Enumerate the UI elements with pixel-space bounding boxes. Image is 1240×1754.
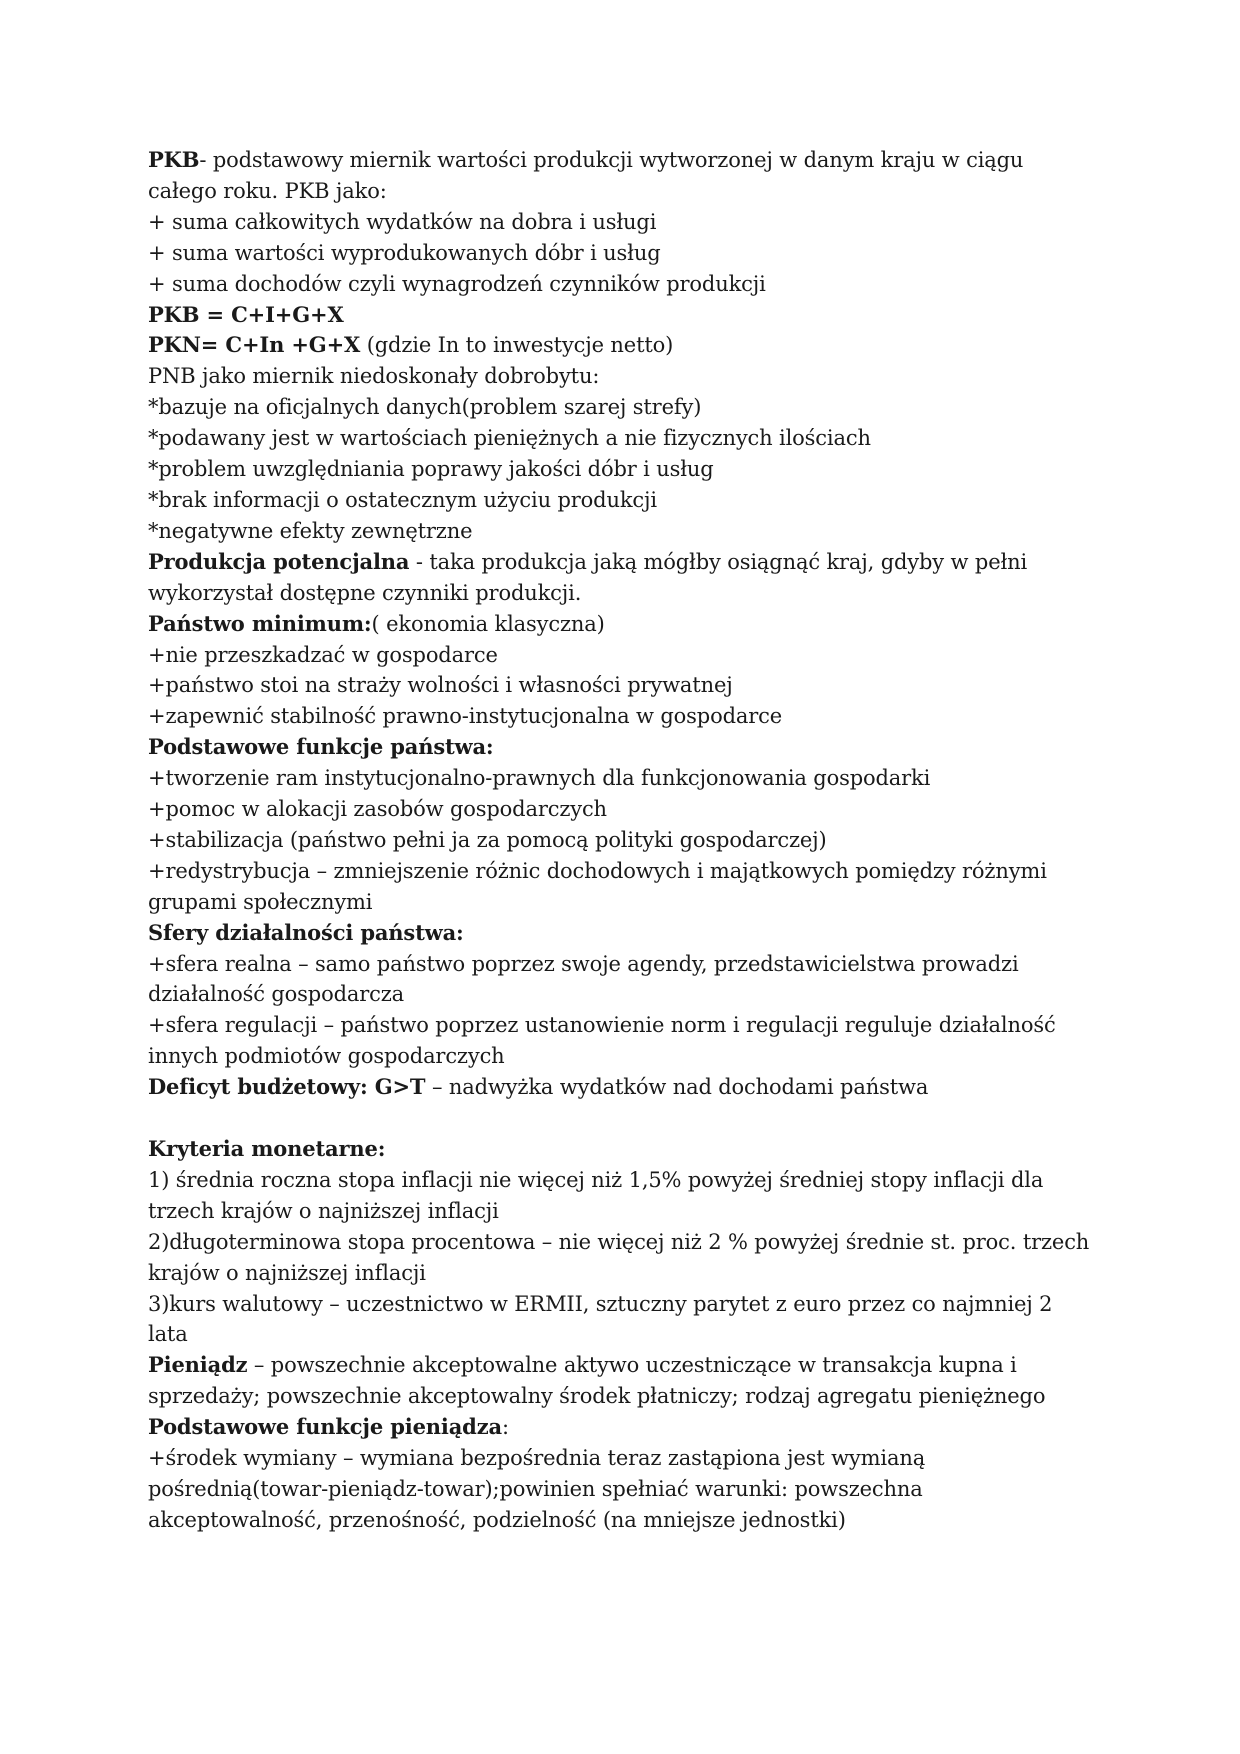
paragraph-heading: Państwo minimum: [148, 610, 372, 636]
paragraph-text: +państwo stoi na straży wolności i własności prywatnej [148, 673, 733, 698]
paragraph-text: – powszechnie akceptowalne aktywo uczestniczące w transakcja kupna i sprzedaży; powszechnie akceptowalny środek płatniczy; rodzaj agregatu pieniężnego [148, 1353, 1046, 1409]
paragraph-text: + suma wartości wyprodukowanych dóbr i usług [148, 240, 661, 265]
paragraph [148, 1010, 1098, 1072]
paragraph-text: - podstawowy miernik wartości produkcji wytworzonej w danym kraju w ciągu całego roku. PKB jako: [148, 148, 1024, 203]
paragraph-heading: PKN= C+In +G+X [148, 332, 361, 358]
paragraph-text: - taka produkcja jaką mógłby osiągnąć kraj, gdyby w pełni wykorzystał dostępne czynniki produkcji. [148, 549, 1028, 605]
paragraph [148, 392, 1098, 423]
paragraph-text: +środek wymiany – wymiana bezpośrednia teraz zastąpiona jest wymianą pośrednią(towar-pieniądz-towar);powinien spełniać warunki: powszechna akceptowalność, przenośność, podzielność (na mniejsze jednostki) [148, 1446, 926, 1532]
paragraph [148, 825, 1098, 856]
paragraph [148, 1165, 1098, 1227]
paragraph [148, 732, 1098, 763]
paragraph [148, 670, 1098, 701]
paragraph-text: ( ekonomia klasyczna) [371, 611, 605, 636]
paragraph-text: +redystrybucja – zmniejszenie różnic dochodowych i majątkowych pomiędzy różnymi grupami społecznymi [148, 858, 1047, 914]
paragraph-heading: Kryteria monetarne: [148, 1135, 386, 1161]
paragraph-text: *brak informacji o ostatecznym użyciu produkcji [148, 487, 657, 512]
paragraph-heading: Produkcja potencjalna [148, 548, 410, 574]
paragraph-heading: Pieniądz [148, 1352, 248, 1378]
paragraph-heading: PKB [148, 147, 200, 172]
paragraph-text: PNB jako miernik niedoskonały dobrobytu: [148, 364, 600, 389]
paragraph [148, 1289, 1098, 1351]
paragraph-text: 2)długoterminowa stopa procentowa – nie więcej niż 2 % powyżej średnie st. proc. trzech krajów o najniższej inflacji [148, 1229, 1090, 1285]
paragraph-text: +pomoc w alokacji zasobów gospodarczych [148, 797, 607, 822]
paragraph-text: + suma całkowitych wydatków na dobra i usługi [148, 209, 657, 234]
paragraph [148, 207, 1098, 238]
paragraph-text: +sfera realna – samo państwo poprzez swoje agendy, przedstawicielstwa prowadzi działalność gospodarcza [148, 951, 1019, 1007]
paragraph [148, 763, 1098, 794]
paragraph-heading: PKB = C+I+G+X [148, 301, 344, 327]
document-page [148, 145, 1098, 1536]
paragraph [148, 1350, 1098, 1412]
paragraph-text: +sfera regulacji – państwo poprzez ustanowienie norm i regulacji reguluje działalność innych podmiotów gospodarczych [148, 1013, 1056, 1069]
paragraph-text: *problem uwzględniania poprawy jakości dóbr i usług [148, 457, 714, 482]
paragraph-heading: Sfery działalności państwa: [148, 919, 464, 945]
paragraph [148, 794, 1098, 825]
paragraph [148, 330, 1098, 361]
paragraph [148, 269, 1098, 300]
paragraph-heading: Podstawowe funkcje państwa: [148, 734, 494, 760]
blank-line [148, 1103, 1098, 1134]
paragraph [148, 300, 1098, 331]
paragraph-text: 3)kurs walutowy – uczestnictwo w ERMII, sztuczny parytet z euro przez co najmniej 2 lata [148, 1291, 1053, 1347]
paragraph [148, 423, 1098, 454]
paragraph-text: *podawany jest w wartościach pieniężnych a nie fizycznych ilościach [148, 426, 871, 451]
paragraph [148, 145, 1098, 207]
paragraph [148, 949, 1098, 1011]
paragraph [148, 1072, 1098, 1103]
paragraph [148, 516, 1098, 547]
paragraph [148, 918, 1098, 949]
paragraph [148, 361, 1098, 392]
paragraph-text: +tworzenie ram instytucjonalno-prawnych dla funkcjonowania gospodarki [148, 766, 931, 791]
paragraph-text: +nie przeszkadzać w gospodarce [148, 642, 498, 667]
paragraph-text: +stabilizacja (państwo pełni ja za pomocą polityki gospodarczej) [148, 827, 827, 852]
paragraph [148, 1227, 1098, 1289]
paragraph-text: *negatywne efekty zewnętrzne [148, 518, 473, 543]
paragraph [148, 238, 1098, 269]
paragraph [148, 454, 1098, 485]
paragraph [148, 1443, 1098, 1536]
paragraph [148, 856, 1098, 918]
paragraph-text: + suma dochodów czyli wynagrodzeń czynników produkcji [148, 271, 766, 296]
paragraph [148, 1412, 1098, 1443]
paragraph-text: +zapewnić stabilność prawno-instytucjonalna w gospodarce [148, 704, 783, 729]
paragraph-text: 1) średnia roczna stopa inflacji nie więcej niż 1,5% powyżej średniej stopy inflacji dla trzech krajów o najniższej inflacji [148, 1167, 1044, 1223]
paragraph [148, 640, 1098, 671]
paragraph [148, 1134, 1098, 1165]
paragraph-heading: Podstawowe funkcje pieniądza [148, 1414, 502, 1440]
paragraph-text: – nadwyżka wydatków nad dochodami państwa [425, 1075, 929, 1100]
paragraph-text: (gdzie In to inwestycje netto) [360, 333, 674, 358]
paragraph [148, 547, 1098, 609]
paragraph-text: *bazuje na oficjalnych danych(problem szarej strefy) [148, 395, 702, 420]
paragraph-text: : [501, 1415, 509, 1440]
paragraph [148, 485, 1098, 516]
paragraph [148, 701, 1098, 732]
paragraph-heading: Deficyt budżetowy: G>T [148, 1074, 426, 1100]
paragraph [148, 609, 1098, 640]
